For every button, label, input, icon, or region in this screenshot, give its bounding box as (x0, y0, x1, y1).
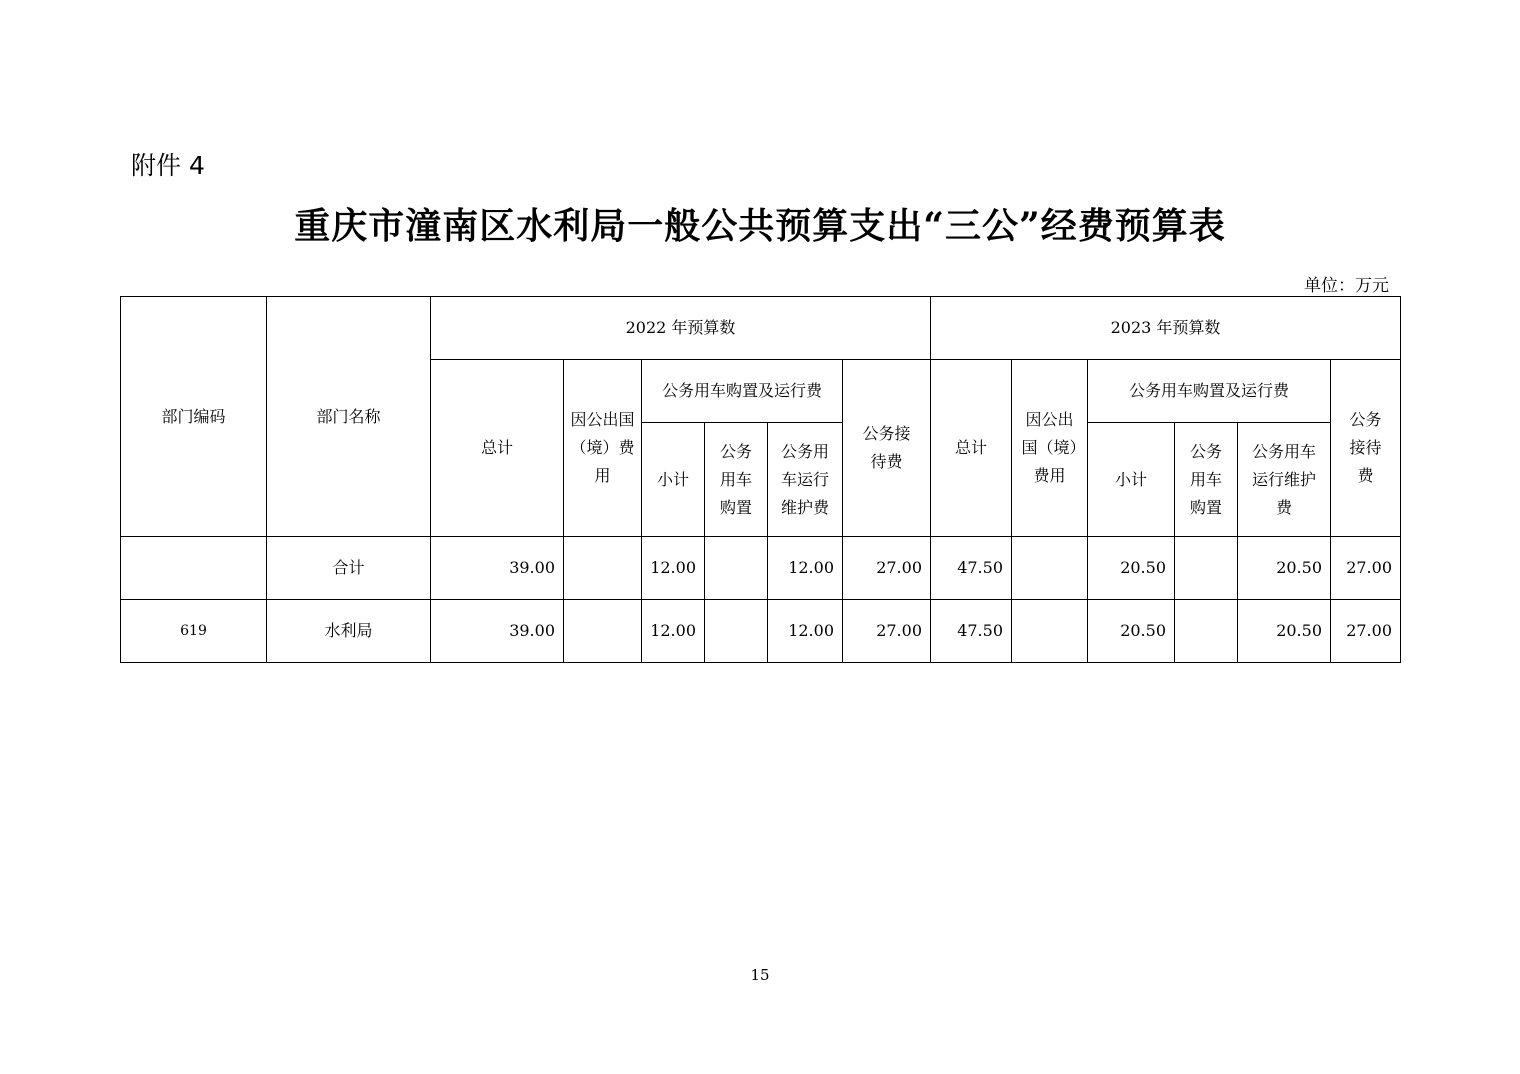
budget-table (120, 296, 1401, 663)
header-reception-2022: 公务接待费 (843, 360, 931, 537)
cell-abroad-2022 (564, 537, 642, 600)
page-title: 重庆市潼南区水利局一般公共预算支出“三公”经费预算表 (294, 205, 1226, 247)
header-year-2022: 2022 年预算数 (431, 297, 931, 360)
cell-purchase-2022 (705, 600, 768, 663)
cell-purchase-2022 (705, 537, 768, 600)
cell-abroad-2022 (564, 600, 642, 663)
cell-total-2022: 39.00 (431, 537, 564, 600)
header-subtotal-2022: 小计 (642, 423, 705, 537)
cell-total-2023: 47.50 (931, 600, 1012, 663)
header-subtotal-2023: 小计 (1088, 423, 1175, 537)
cell-maint-2022: 12.00 (768, 537, 843, 600)
cell-total-2022: 39.00 (431, 600, 564, 663)
cell-maint-2023: 20.50 (1238, 600, 1331, 663)
header-vehicle-group-2022: 公务用车购置及运行费 (642, 360, 843, 423)
attachment-label: 附件 4 (131, 151, 205, 180)
cell-abroad-2023 (1012, 600, 1088, 663)
unit-label: 单位：万元 (1304, 276, 1389, 296)
cell-dept-code: 619 (121, 600, 267, 663)
header-total-2023: 总计 (931, 360, 1012, 537)
header-dept-name: 部门名称 (267, 297, 431, 537)
cell-maint-2022: 12.00 (768, 600, 843, 663)
table-row (121, 600, 1401, 663)
header-abroad-2023: 因公出国（境）费用 (1012, 360, 1088, 537)
header-vehicle-purchase-2023: 公务用车购置 (1175, 423, 1238, 537)
cell-dept-name: 合计 (267, 537, 431, 600)
cell-purchase-2023 (1175, 600, 1238, 663)
cell-total-2023: 47.50 (931, 537, 1012, 600)
cell-subtotal-2022: 12.00 (642, 537, 705, 600)
cell-reception-2022: 27.00 (843, 537, 931, 600)
cell-purchase-2023 (1175, 537, 1238, 600)
cell-subtotal-2023: 20.50 (1088, 537, 1175, 600)
cell-reception-2023: 27.00 (1331, 537, 1401, 600)
cell-subtotal-2022: 12.00 (642, 600, 705, 663)
cell-dept-name: 水利局 (267, 600, 431, 663)
cell-reception-2023: 27.00 (1331, 600, 1401, 663)
header-year-2023: 2023 年预算数 (931, 297, 1401, 360)
header-abroad-2022: 因公出国（境）费用 (564, 360, 642, 537)
header-vehicle-maint-2023: 公务用车运行维护费 (1238, 423, 1331, 537)
table-row (121, 537, 1401, 600)
header-dept-code: 部门编码 (121, 297, 267, 537)
cell-dept-code (121, 537, 267, 600)
header-total-2022: 总计 (431, 360, 564, 537)
header-reception-2023: 公务接待费 (1331, 360, 1401, 537)
page-number: 15 (750, 966, 770, 984)
cell-abroad-2023 (1012, 537, 1088, 600)
header-row-years (121, 297, 1401, 360)
header-vehicle-purchase-2022: 公务用车购置 (705, 423, 768, 537)
cell-maint-2023: 20.50 (1238, 537, 1331, 600)
header-vehicle-group-2023: 公务用车购置及运行费 (1088, 360, 1331, 423)
cell-reception-2022: 27.00 (843, 600, 931, 663)
cell-subtotal-2023: 20.50 (1088, 600, 1175, 663)
header-vehicle-maint-2022: 公务用车运行维护费 (768, 423, 843, 537)
